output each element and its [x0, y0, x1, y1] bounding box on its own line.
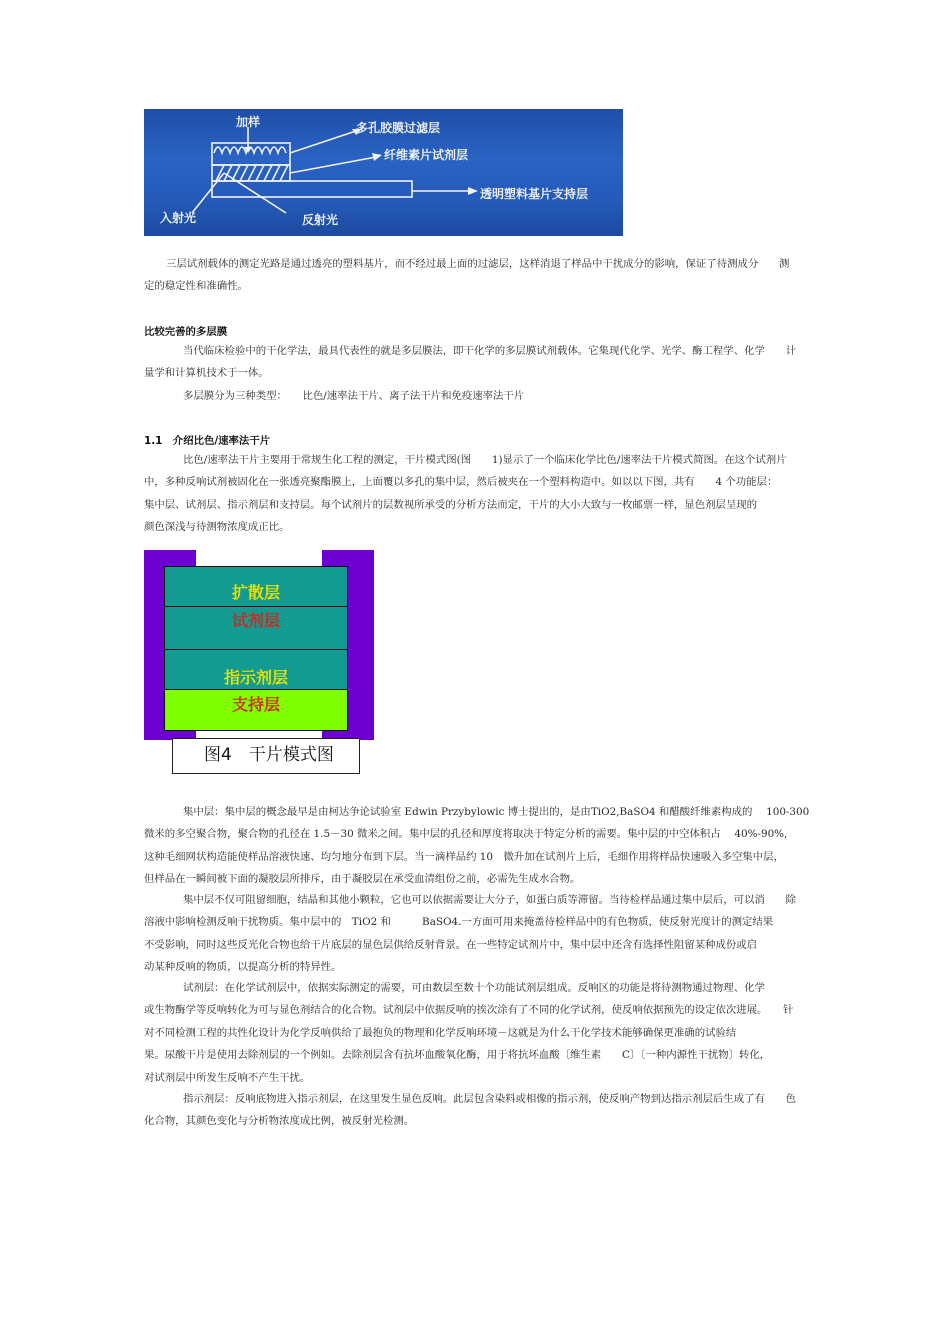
section-heading-multilayer: 比较完善的多层膜 [144, 326, 228, 338]
label-add-sample: 加样 [236, 115, 261, 129]
layer-reagent-label: 试剂层 [231, 611, 280, 630]
layer-indicator-label: 指示剂层 [223, 668, 288, 687]
layer-indicator [164, 649, 348, 691]
text-line: 中，多种反响试剂被固化在一张透亮聚酯膜上，上面覆以多孔的集中层，然后被夹在一个塑料构造中。如以以下图，共有 4 个功能层： [144, 476, 778, 489]
text-line: 对试剂层中所发生反响不产生干扰。 [144, 1071, 311, 1084]
text-line: 定的稳定性和准确性。 [144, 280, 248, 293]
text-line: 量学和计算机技术于一体。 [144, 367, 269, 380]
support-arrow-head [468, 187, 478, 195]
text-line: 溶液中影响检测反响干扰物质。集中层中的 TiO2 和 BaSO4.一方面可用来掩盖待检样品中的有色物质，使反射光度计的测定结果 [144, 916, 774, 929]
label-reflected-light: 反射光 [302, 213, 339, 227]
incident-light-line [192, 173, 224, 213]
label-filter-layer: 多孔胶膜过滤层 [356, 121, 441, 135]
filter-pointer-line [290, 131, 356, 153]
support-layer-shape [212, 181, 412, 197]
layer-reagent [164, 606, 348, 650]
text-line: 颜色深浅与待测物浓度成正比。 [144, 521, 290, 534]
text-line: 果。尿酸干片是使用去除剂层的一个例如。去除剂层含有抗坏血酸氧化酶，用于将抗坏血酸〔维生素 C〕〔一种内源性干扰物〕转化， [144, 1049, 771, 1062]
text-line: 动某种反响的物质，以提高分析的特异性。 [144, 961, 342, 974]
layer-support-label: 支持层 [231, 695, 280, 714]
fiber-hatch [216, 165, 288, 181]
text-line: 微米的多空聚合物，聚合物的孔径在 1.5－30 微米之间。集中层的孔径和厚度将取决于特定分析的需要。集中层的中空体积占 40%-90%, [144, 828, 788, 841]
paragraph-colorimetric [144, 449, 810, 539]
text-line: 但样品在一瞬间被下面的凝胶层所排斥，由于凝胶层在承受血清组份之前，必需先生成水合物。 [144, 873, 581, 886]
text-line: 指示剂层：反响底物进入指示剂层，在这里发生显色反响。此层包含染料或相像的指示剂，使反响产物到达指示剂层后生成了有 色 [183, 1093, 797, 1105]
figure-three-layer-diagram [144, 109, 623, 236]
label-support-layer: 透明塑料基片支持层 [480, 187, 589, 201]
paragraph-indicator-layer [144, 1088, 810, 1133]
text-line: 不受影响，同时这些反光化合物也给干片底层的显色层供给反射背景。在一些特定试剂片中，集中层中还含有选择性阻留某种成份或启 [144, 938, 758, 951]
reflected-light-line [224, 173, 286, 213]
text-line: 比色/速率法干片主要用于常规生化工程的测定，干片模式图(图 1)显示了一个临床化学比色/速率法干片模式简图。在这个试剂片 [183, 454, 787, 466]
text-line: 多层膜分为三种类型： 比色/速率法干片、离子法干片和免疫速率法干片 [183, 389, 525, 402]
text-line: 化合物，其颜色变化与分析物浓度成比例，被反射光检测。 [144, 1115, 415, 1128]
text-line: 集中层、试剂层、指示剂层和支持层。每个试剂片的层数视所承受的分析方法而定，干片的大小大致与一枚邮票一样，显色剂层呈现的 [144, 498, 758, 511]
text-line: 集中层：集中层的概念最早是由柯达争论试验室 Edwin Przybylowic 博士提出的，是由TiO2,BaSO4 和醋酸纤维素构成的 100-300 [183, 806, 810, 818]
figure-caption: 图4 干片模式图 [204, 745, 334, 765]
layer-diffusion-label: 扩散层 [231, 583, 280, 602]
fiber-pointer-line [290, 157, 376, 173]
paragraph-concentration-layer [144, 801, 810, 891]
paragraph-optical-path [144, 253, 810, 298]
text-line: 或生物酶学等反响转化为可与显色剂结合的化合物。试剂层中依据反响的挨次涂有了不同的化学试剂，使反响依据预先的设定依次进展。 针 [144, 1004, 794, 1017]
text-line: 当代临床检验中的干化学法，最具代表性的就是多层膜法，即干化学的多层膜试剂载体。它集现代化学、光学、酶工程学、化学 计 [183, 345, 797, 357]
label-incident-light: 入射光 [160, 211, 197, 225]
paragraph-reagent-layer [144, 977, 810, 1089]
layer-diffusion [164, 566, 348, 608]
text-line: 对不同检测工程的共性化设计为化学反响供给了最抱负的物理和化学反响环境－这就是为什么干化学技术能够确保更准确的试验结 [144, 1026, 737, 1039]
text-line: 这种毛细网状构造能使样品溶液快速、均匀地分布到下层。当一滴样品约 10 微升加在试剂片上后，毛细作用将样品快速吸入多空集中层， [144, 850, 784, 863]
text-line: 三层试剂载体的测定光路是通过透亮的塑料基片，而不经过最上面的过滤层，这样消退了样品中干扰成分的影响，保证了待测成分 测 [166, 258, 790, 270]
paragraph-filter-function [144, 889, 810, 979]
text-line: 集中层不仅可阻留细胞，结晶和其他小颗粒，它也可以依据需要让大分子，如蛋白质等滞留。当待检样品通过集中层后，可以消 除 [183, 894, 797, 906]
text-line: 试剂层：在化学试剂层中，依据实际测定的需要，可由数层至数十个功能试剂层组成。反响区的功能是将待测物通过物理、化学 [183, 982, 765, 994]
fiber-arrow-head [372, 153, 382, 161]
section-heading-1-1: 1.1 介绍比色/速率法干片 [144, 435, 271, 447]
layer-support [164, 689, 348, 731]
paragraph-multilayer [144, 340, 810, 407]
frame-left-inner [144, 550, 166, 740]
label-fiber-layer: 纤维素片试剂层 [384, 148, 469, 162]
